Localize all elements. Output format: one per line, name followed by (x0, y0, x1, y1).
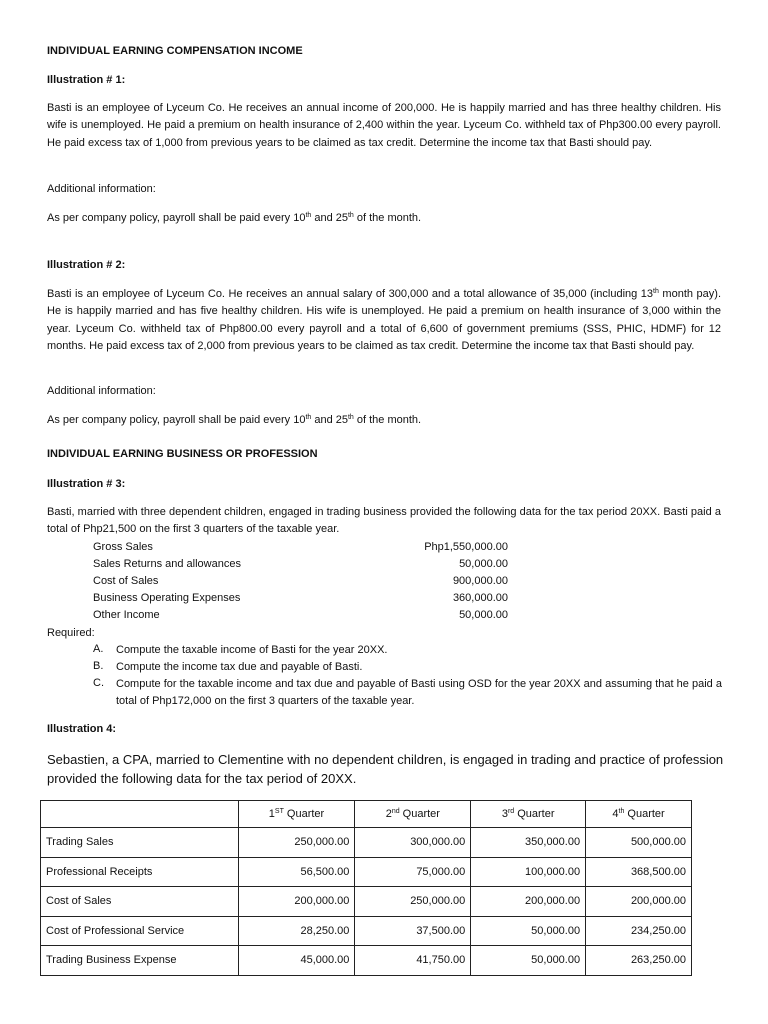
row-label: Trading Sales (41, 828, 239, 858)
quarterly-data-table (40, 800, 692, 976)
section-heading-business: INDIVIDUAL EARNING BUSINESS OR PROFESSION (47, 448, 318, 460)
table-header-cell: 4th Quarter (586, 801, 692, 828)
table-header-cell: 3rd Quarter (471, 801, 586, 828)
required-label: Required: (47, 627, 95, 639)
table-cell: 200,000.00 (471, 887, 586, 917)
illustration-2-policy: As per company policy, payroll shall be paid every 10th and 25th of the month. (47, 414, 422, 426)
table-cell: 263,250.00 (586, 946, 692, 976)
required-letter: C. (93, 677, 104, 689)
table-cell: 300,000.00 (355, 828, 471, 858)
illustration-1-additional-label: Additional information: (47, 183, 156, 195)
table-cell: 28,250.00 (238, 916, 355, 946)
table-cell: 200,000.00 (238, 887, 355, 917)
data-item-amount: 50,000.00 (459, 609, 508, 621)
illustration-3-title: Illustration # 3: (47, 478, 126, 490)
required-item-b: Compute the income tax due and payable of Basti. (116, 661, 363, 673)
data-item-label: Sales Returns and allowances (93, 558, 241, 570)
illustration-1-title: Illustration # 1: (47, 74, 126, 86)
row-label: Trading Business Expense (41, 946, 239, 976)
table-header-corner (41, 801, 239, 828)
data-item-amount: 360,000.00 (452, 592, 508, 604)
table-row (41, 916, 692, 946)
table-row (41, 946, 692, 976)
required-letter: B. (93, 660, 104, 672)
data-item-amount: 900,000.00 (452, 575, 508, 587)
table-cell: 75,000.00 (355, 857, 471, 887)
table-row (41, 857, 692, 887)
section-heading-compensation: INDIVIDUAL EARNING COMPENSATION INCOME (47, 45, 303, 57)
row-label: Cost of Professional Service (41, 916, 239, 946)
illustration-4-intro: Sebastien, a CPA, married to Clementine with no dependent children, is engaged in trading and practice of profession provided the following data for the tax period of 20XX. (47, 752, 724, 786)
illustration-3-body: Basti, married with three dependent children, engaged in trading business provided the following data for the tax period 20XX. Basti paid a total of Php21,500 on the first 3 quarters of the taxable year. (47, 506, 721, 536)
illustration-2-title: Illustration # 2: (47, 259, 126, 271)
table-row (41, 887, 692, 917)
table-header-row (41, 801, 692, 828)
data-item-label: Business Operating Expenses (93, 592, 241, 604)
required-letter: A. (93, 643, 104, 655)
table-cell: 250,000.00 (355, 887, 471, 917)
table-cell: 234,250.00 (586, 916, 692, 946)
table-header-cell: 1ST Quarter (238, 801, 355, 828)
table-cell: 56,500.00 (238, 857, 355, 887)
illustration-2-additional-label: Additional information: (47, 385, 156, 397)
required-item-a: Compute the taxable income of Basti for the year 20XX. (116, 644, 388, 656)
table-cell: 200,000.00 (586, 887, 692, 917)
illustration-4-title: Illustration 4: (47, 723, 117, 735)
table-cell: 50,000.00 (471, 946, 586, 976)
data-item-amount: Php1,550,000.00 (424, 541, 508, 553)
illustration-1-policy: As per company policy, payroll shall be paid every 10th and 25th of the month. (47, 212, 422, 224)
row-label: Professional Receipts (41, 857, 239, 887)
table-row (41, 828, 692, 858)
table-header-cell: 2nd Quarter (355, 801, 471, 828)
row-label: Cost of Sales (41, 887, 239, 917)
table-cell: 41,750.00 (355, 946, 471, 976)
table-cell: 350,000.00 (471, 828, 586, 858)
illustration-1-body: Basti is an employee of Lyceum Co. He receives an annual income of 200,000. He is happily married and has three healthy children. His wife is unemployed. He paid a premium on health insurance of 2,400 within the year. Lyceum Co. withheld tax of Php300.00 every payroll. He paid excess tax of 1,000 from previous years to be claimed as tax credit. Determine the income tax that Basti should pay. (47, 102, 721, 149)
table-cell: 50,000.00 (471, 916, 586, 946)
data-item-amount: 50,000.00 (459, 558, 508, 570)
table-cell: 37,500.00 (355, 916, 471, 946)
table-cell: 45,000.00 (238, 946, 355, 976)
table-cell: 368,500.00 (586, 857, 692, 887)
data-item-label: Gross Sales (93, 541, 153, 553)
required-item-c: Compute for the taxable income and tax due and payable of Basti using OSD for the year 20XX and assuming that he paid a total of Php172,000 on the first 3 quarters of the taxable year. (116, 678, 722, 708)
illustration-2-body: Basti is an employee of Lyceum Co. He receives an annual salary of 300,000 and a total allowance of 35,000 (including 13th month pay). He is happily married and has five healthy children. His wife is unemployed. He paid a premium on health insurance of 3,000 within the year. Lyceum Co. withheld tax of Php800.00 every payroll and a total of 6,600 of government premiums (SSS, PHIC, HDMF) for 12 months. He paid excess tax of 2,000 from previous years to be claimed as tax credit. Determine the income tax that Basti should pay. (47, 288, 722, 352)
data-item-label: Other Income (93, 609, 160, 621)
data-item-label: Cost of Sales (93, 575, 159, 587)
table-cell: 500,000.00 (586, 828, 692, 858)
table-cell: 250,000.00 (238, 828, 355, 858)
table-cell: 100,000.00 (471, 857, 586, 887)
